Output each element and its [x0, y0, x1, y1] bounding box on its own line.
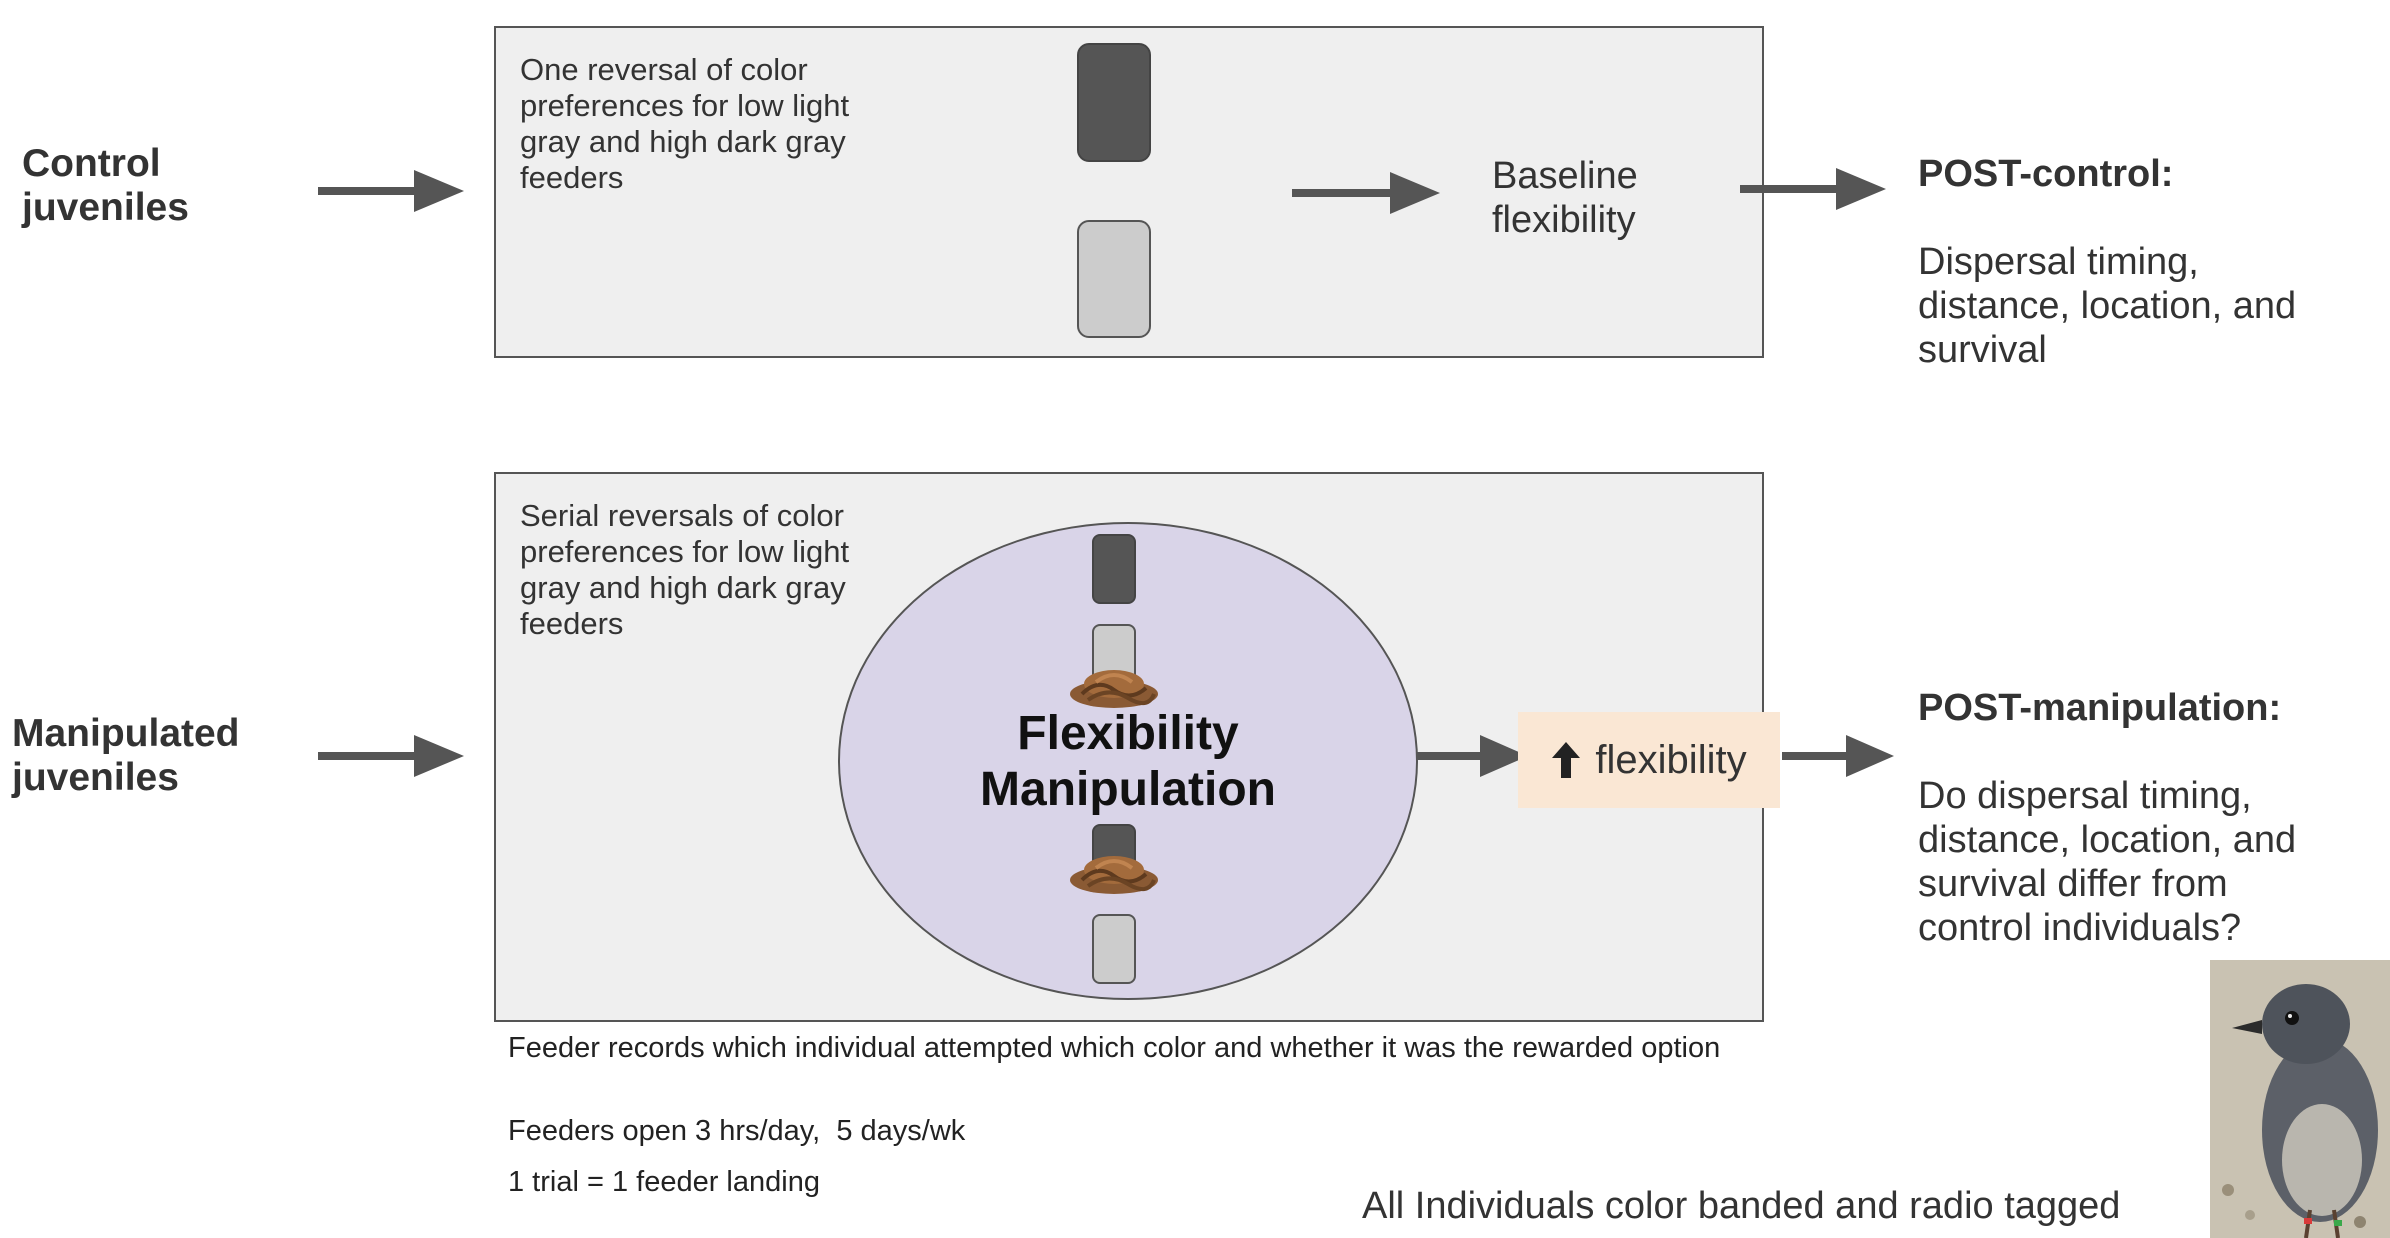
trial-definition-note: 1 trial = 1 feeder landing: [508, 1166, 820, 1198]
manipulated-output-arrow: [1782, 733, 1898, 779]
post-manipulation-block: [1918, 642, 2296, 950]
control-panel: [494, 26, 1764, 358]
control-output-arrow: [1740, 166, 1890, 212]
mealworm-reward-icon-lower: [1068, 846, 1160, 896]
post-control-block: [1918, 108, 2296, 372]
control-panel-description: One reversal of color preferences for low light gray and high dark gray feeders: [520, 52, 850, 195]
baseline-flexibility-label: Baseline flexibility: [1492, 155, 1638, 241]
feeder-schedule-note: Feeders open 3 hrs/day, 5 days/wk: [508, 1115, 966, 1147]
manipulated-panel-description: Serial reversals of color preferences for low light gray and high dark gray feeders: [520, 498, 850, 641]
light-gray-feeder: [1077, 220, 1151, 338]
control-juveniles-label: Control juveniles: [22, 142, 189, 229]
dark-gray-feeder: [1077, 43, 1151, 162]
increased-flexibility-label: flexibility: [1595, 737, 1747, 782]
manipulated-input-arrow: [318, 733, 468, 779]
control-input-arrow: [318, 168, 468, 214]
post-manipulation-title: POST-manipulation:: [1918, 687, 2282, 729]
up-arrow-icon: [1551, 740, 1581, 780]
bird-icon: [2210, 960, 2390, 1238]
control-panel-arrow: [1292, 170, 1444, 216]
feeder-records-note: Feeder records which individual attempted which color and whether it was the rewarded option: [508, 1032, 1721, 1064]
dark-gray-feeder-top: [1092, 534, 1136, 604]
increased-flexibility-box: [1518, 712, 1780, 808]
post-manipulation-text: Do dispersal timing, distance, location, and survival differ from control individuals?: [1918, 775, 2297, 949]
footer-banding-note: All Individuals color banded and radio tagged: [1362, 1185, 2121, 1227]
light-gray-feeder-bottom: [1092, 914, 1136, 984]
robin-bird-photo: [2210, 960, 2390, 1238]
post-control-text: Dispersal timing, distance, location, and survival: [1918, 241, 2297, 371]
flexibility-manipulation-title: Flexibility Manipulation: [980, 707, 1276, 816]
manipulated-panel-arrow: [1416, 733, 1532, 779]
manipulated-juveniles-label: Manipulated juveniles: [12, 712, 240, 799]
mealworm-reward-icon: [1068, 660, 1160, 710]
post-control-title: POST-control:: [1918, 153, 2174, 195]
